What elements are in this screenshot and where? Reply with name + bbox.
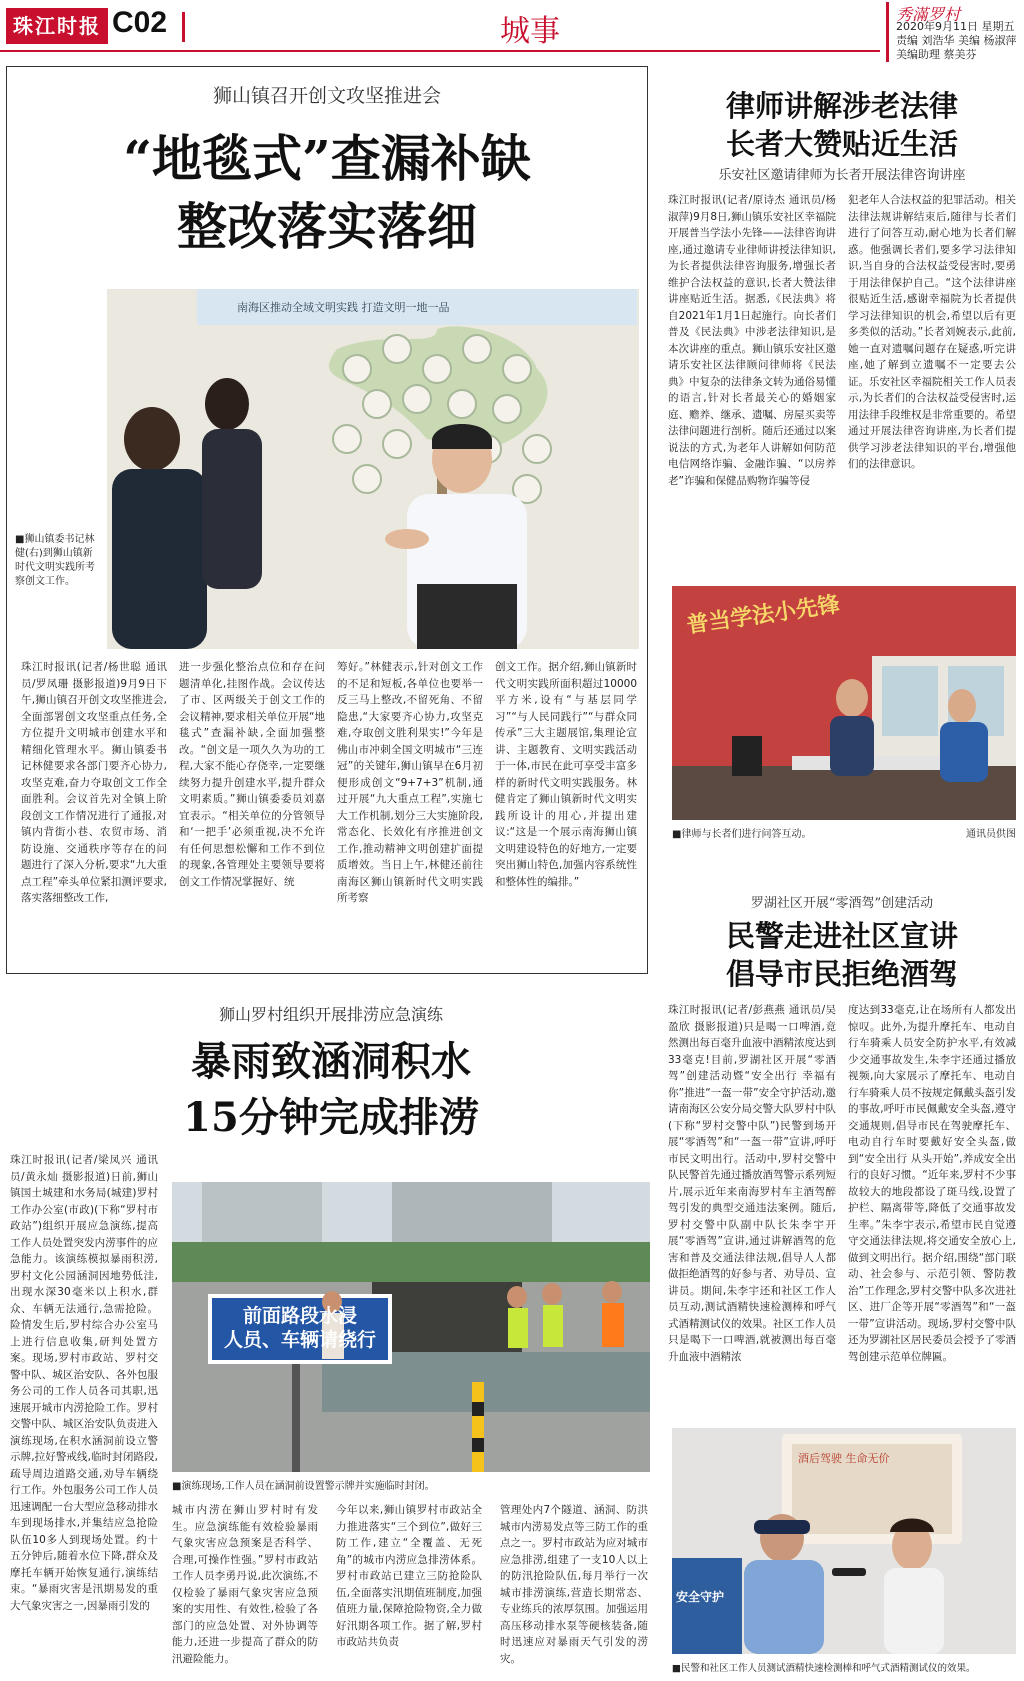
header-divider [182, 12, 185, 42]
photo-illustration [107, 289, 639, 649]
article-creation-drive [6, 66, 648, 974]
warning-sign-line2: 人员、车辆请绕行 [223, 1329, 376, 1351]
article-column-3: 筹好。”林健表示,针对创文工作的不足和短板,各单位也要举一反三马上整改,不留死角、不留隐患,“大家要齐心协力,攻坚克难,夺取创文胜利果实!”今年是佛山市冲刺全国文明城市“三连冠”的关键年,狮山镇早在6月初便形成创文“9+7+3”机制,通过开展“九大重点工程”,实施七大工作机制,划分三大实施阶段,常态化、长效化有序推进创文工作,推动精神文明创建扩面提质增效。当日上午,林健还前往南海区狮山镇新时代文明实践所考察 [337, 661, 483, 904]
warning-sign-line1: 前面路段水浸 [242, 1305, 357, 1327]
warning-sign [216, 1304, 384, 1352]
photo-officials-visit [107, 289, 639, 649]
photo-credit: 通讯员供图 [966, 829, 1016, 840]
article-column-1: 珠江时报讯(记者/原诗杰 通讯员/杨淑萍)9月8日,狮山镇乐安社区幸福院开展普当学法小先锋——法律咨询讲座,通过邀请专业律师讲授法律知识,为长者提供法律咨询服务,增强长者维护合法权益的意识,长者大赞法律讲座贴近生活。据悉,《民法典》将自2021年1月1日起施行。向长者们普及《民法典》中涉老法律知识,是本次讲座的重点。狮山镇乐安社区邀请乐安社区法律顾问律师将《民法典》中复杂的法律条文转为通俗易懂的语言,针对长者最关心的婚姻家庭、赡养、继承、遗嘱、房屋买卖等法律问题进行剖析。随后还通过以案说法的方式,为老年人讲解如何防范电信网络诈骗、金融诈骗、“以房养老”诈骗和保健品购物诈骗等侵 [668, 194, 836, 487]
article-title-line2: 整改落实落细 [177, 197, 477, 256]
article-title-line2: 长者大赞贴近生活 [725, 127, 958, 161]
photo-lawyer-qa [672, 586, 1016, 820]
article-column-2: 进一步强化整治点位和存在问题清单化,挂图作战。会议传达了市、区两级关于创文工作的会议精神,要求相关单位开展“地毯式”查漏补缺,全面加强整改。“创文是一项久久为功的工程,大家不能心存侥幸,一定要继续努力提升创建水平,提升群众文明素质。”狮山镇委委员刘嘉宜表示。“相关单位的分管领导和‘一把手’必须重视,决不允许有任何思想松懈和工作不到位的现象,各管理处主要领导要将创文工作情况掌握好、统 [179, 661, 325, 888]
article-column-1: 珠江时报讯(记者/杨世聪 通讯员/罗凤珊 摄影报道)9月9日下午,狮山镇召开创文攻坚推进会,全面部署创文攻坚重点任务,全方位提升文明城市创建水平和精细化管理水平。狮山镇委书记林健要求各部门要齐心协力,攻坚克难,奋力夺取创文工作全面胜利。会议首先对全镇上阶段创文工作情况进行了通报,对镇内背街小巷、农贸市场、消防设施、交通秩序等存在的问题进行了深入分析,要求“九大重点工程”牵头单位紧扣测评要求,落实落细整改工作, [21, 661, 167, 904]
article-title-line2: 15分钟完成排涝 [183, 1094, 479, 1141]
article-title-line1: 暴雨致涵洞积水 [191, 1038, 471, 1085]
article-column-left: 珠江时报讯(记者/梁凤兴 通讯员/黄永灿 摄影报道)日前,狮山镇国土城建和水务局(城建)罗村工作办公室(市政)(下称“罗村市政站”)组织开展应急演练,提高工作人员处置突发内涝事件的应急能力。该演练模拟暴雨积涝,罗村文化公园涵洞因地势低洼,出现水深30毫米以上积水,群众、车辆无法通行,急需抢险。险情发生后,罗村综合办公室马上进行信息收集,研判处置方案。现场,罗村市政站、罗村交警中队、城区治安队、各外包服务公司的工作人员各司其职,迅速展开城市内涝抢险工作。罗村交警中队、城区治安队负责进入演练现场,在积水涵洞前设立警示牌,拉好警戒线,临时封闭路段,疏导周边道路交通,劝导车辆绕行工作。外包服务公司工作人员迅速调配一台大型应急移动排水车到现场排水,并集结应急抢险队伍10多人到现场处置。约十五分钟后,随着水位下降,群众及摩托车辆开始恢复通行,演练结束。“暴雨灾害是汛期易发的重大气象灾害之一,因暴雨引发的 [10, 1154, 158, 1612]
article-kicker: 罗湖社区开展“零酒驾”创建活动 [750, 896, 934, 911]
article-title-line2: 倡导市民拒绝酒驾 [725, 957, 958, 991]
article-flood-drill [6, 1002, 656, 1681]
photo-breath-test [672, 1428, 1016, 1654]
page-header [0, 0, 1024, 61]
article-column-4: 创文工作。据介绍,狮山镇新时代文明实践所面积超过10000平方米,设有“与基层同学习”“与人民同践行”“与群众同传承”三大主题展馆,集理论宣讲、主题教育、文明实践活动于一体,市民在此可享受丰富多样的新时代文明实践服务。林健肯定了狮山镇新时代文明实践所设计的用心,并提出建议:“这是一个展示南海狮山镇文明建设特色的好地方,一定要突出狮山特色,加强内容系统性和整体性的编排。” [495, 661, 637, 888]
article-kicker: 狮山镇召开创文攻坚推进会 [212, 85, 441, 107]
article-title-line1: 民警走进社区宣讲 [725, 919, 958, 953]
article-column-2: 度达到33毫克,让在场所有人都发出惊叹。此外,为提升摩托车、电动自行车骑乘人员安全防护水平,有效减少交通事故发生,朱李宇还通过播放视频,向大家展示了摩托车、电动自行车骑乘人员不按规定佩戴头盔引发的事故,呼吁市民佩戴安全头盔,遵守交通规则,倡导市民在驾驶摩托车、电动自行车时要戴好安全头盔,做到“安全出行 从头开始”,养成安全出行的良好习惯。“近年来,罗村不少事故较大的地段都设了斑马线,设置了护栏、隔离带等,降低了交通事故发生率。”朱李宇表示,希望市民自觉遵守交通法律法规,将交通安全放心上,做到文明出行。据介绍,围绕“部门联动、社会参与、示范引领、警防教治”工作理念,罗村交警中队多次进社区、进厂企等开展“零酒驾”和“一盔一带”宣讲活动。现场,罗村交警中队还为罗湖社区居民委员会授予了零酒驾创建示范单位牌匾。 [848, 1004, 1016, 1363]
article-column-2: 城市内涝在狮山罗村时有发生。应急演练能有效检验暴雨气象灾害应急预案是否科学、合理,可操作性强。”罗村市政站工作人员李勇丹说,此次演练,不仅检验了暴雨气象灾害应急预案的实用性、有效性,检验了各部门的应急处置、对外协调等能力,还进一步提高了群众的防汛避险能力。 [172, 1504, 318, 1665]
article-column-4: 管理处内7个隧道、涵洞、防洪城市内涝易发点等三防工作的重点之一。罗村市政站为应对城市应急排涝,组建了一支10人以上的防汛抢险队伍,每月举行一次城市排涝演练,营造长期常态、专业练兵的浓厚氛围。加强运用高压移动排水泵等硬核装备,随时迅速应对暴雨天气引发的涝灾。 [500, 1504, 648, 1665]
masthead-divider [886, 2, 889, 62]
article-column-3: 今年以来,狮山镇罗村市政站全力推进落实“三个到位”,做好三防工作,建立“全覆盖、无死角”的城市内涝应急排涝体系。罗村市政站已建立三防抢险队伍,全面落实汛期值班制度,加强值班力量,保障抢险物资,全力做好汛期各项工作。据了解,罗村市政站共负责 [336, 1504, 482, 1648]
article-title-line1: “地毯式”查漏补缺 [123, 129, 531, 188]
photo-caption: ■狮山镇委书记林健(右)到狮山镇新时代文明实践所考察创文工作。 [15, 534, 95, 587]
assistant-credit: 美编助理 蔡美芬 [896, 48, 977, 61]
article-kicker: 狮山罗村组织开展排涝应急演练 [218, 1005, 443, 1024]
local-masthead: 秀滿罗村 [896, 5, 961, 24]
header-rule [0, 50, 880, 52]
booth-text: 安全守护 [676, 1590, 725, 1604]
newspaper-logo: 珠江时报 [6, 8, 108, 44]
issue-date: 2020年9月11日 星期五 [896, 20, 1015, 33]
photo-banner-text: 普当学法小先锋 [685, 591, 842, 639]
article-subtitle: 乐安社区邀请律师为长者开展法律咨询讲座 [718, 168, 966, 183]
photo-caption: ■律师与长者们进行问答互动。 [672, 829, 812, 840]
section-title: 城事 [500, 14, 560, 49]
photo-caption: ■演练现场,工作人员在涵洞前设置警示牌并实施临时封闭。 [172, 1481, 435, 1492]
photo-banner-text: 南海区推动全域文明实践 打造文明一地一品 [237, 301, 450, 314]
editor-credit: 责编 刘浩华 美编 杨淑萍 [896, 34, 1017, 47]
article-title-line1: 律师讲解涉老法律 [725, 89, 958, 123]
article-column-2: 犯老年人合法权益的犯罪活动。相关法律法规讲解结束后,随律与长者们进行了问答互动,耐心地为长者们解惑。他强调长者们,要多学习法律知识,当自身的合法权益受侵害时,要勇于用法律保护自己。“这个法律讲座很贴近生活,感谢幸福院为长者提供学习法律知识的机会,希望以后有更多类似的活动。”长者刘婉表示,此前,她一直对遗嘱问题存在疑惑,听完讲座,她了解到立遗嘱不一定要去公证。乐安社区幸福院相关工作人员表示,为长者们的合法权益受侵害时,运用法律手段维权是非常重要的。希望通过开展法律咨询讲座,为长者们提供学习涉老法律知识的平台,增强他们的法律意识。 [848, 194, 1016, 470]
article-column-1: 珠江时报讯(记者/彭燕燕 通讯员/吴盈欣 摄影报道)只是喝一口啤酒,竟然测出每百毫升血液中酒精浓度达到33毫克!目前,罗湖社区开展“零酒驾”创建活动暨“安全出行 幸福有你”推进“一盔一带”安全守护活动,邀请南海区公安分局交警大队罗村中队(下称“罗村交警中队”)民警到场开展“零酒驾”和“一盔一带”宣讲,呼吁市民文明出行。活动中,罗村交警中队民警首先通过播放酒驾警示系列短片,展示近年来南海罗村车主酒驾醉驾引发的典型交通违法案例。随后,罗村交警中队副中队长朱李宇开展“零酒驾”宣讲,通过讲解酒驾的危害和普及交通法律法规,倡导人人都做拒绝酒驾的好参与者、劝导员、宣讲员。期间,朱李宇还和社区工作人员互动,测试酒精快速检测棒和呼气式酒精测试仪的效果。社区工作人员只是喝下一口啤酒,就被测出每百毫升血液中酒精浓 [668, 1004, 836, 1363]
photo-caption: ■民警和社区工作人员测试酒精快速检测棒和呼气式酒精测试仪的效果。 [672, 1663, 976, 1674]
article-no-drunk-driving [664, 892, 1020, 1681]
page-number: C02 [112, 6, 168, 39]
article-legal-lecture [664, 66, 1020, 840]
photo-flood-drill [172, 1182, 650, 1472]
screen-text: 酒后驾驶 生命无价 [798, 1452, 890, 1465]
